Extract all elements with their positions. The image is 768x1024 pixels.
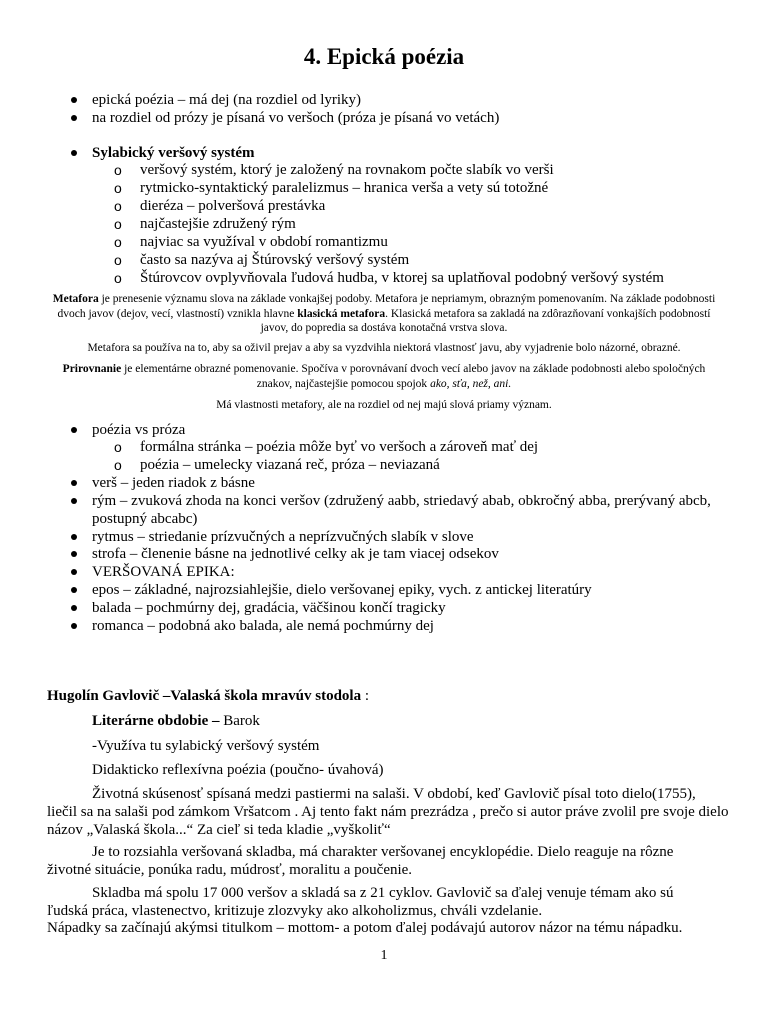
list-item: o najviac sa využíval v období romantizmu	[140, 233, 740, 251]
list-item: verš – jeden riadok z básne	[92, 474, 732, 492]
list-item: o formálna stránka – poézia môže byť vo veršoch a zároveň mať dej	[140, 438, 740, 456]
list-item: o rytmicko-syntaktický paralelizmus – hranica verša a vety sú totožné	[140, 179, 740, 197]
sylabic-heading: Sylabický veršový systém	[92, 144, 732, 162]
list-item: poézia vs próza	[92, 421, 732, 439]
verse-system-line: -Využíva tu sylabický veršový systém	[92, 738, 320, 754]
list-item: o veršový systém, ktorý je založený na rovnakom počte slabík vo verši	[140, 161, 740, 179]
literary-period: Literárne obdobie – Barok	[92, 713, 260, 729]
list-item: o Štúrovcov ovplyvňovala ľudová hudba, v ktorej sa uplatňoval podobný veršový systém	[140, 269, 740, 287]
page-title: 4. Epická poézia	[303, 44, 465, 69]
prirovnanie-paragraph: Prirovnanie je elementárne obrazné pomenovanie. Spočíva v porovnávaní dvoch vecí alebo javov na základe podobnosti alebo spoločných znakov, najčastejšie pomocou spojok ako, sťa, než, ani.	[62, 363, 706, 390]
list-item: epos – základné, najrozsiahlejšie, dielo veršovanej epiky, vych. z antickej literatúry	[92, 581, 732, 599]
list-item: balada – pochmúrny dej, gradácia, väčšinou končí tragicky	[92, 599, 732, 617]
list-item: o poézia – umelecky viazaná reč, próza – neviazaná	[140, 456, 740, 474]
prirovnanie-term: Prirovnanie	[62, 363, 122, 375]
list-item: o najčastejšie združený rým	[140, 215, 740, 233]
list-item: rytmus – striedanie prízvučných a neprízvučných slabík v slove	[92, 528, 732, 546]
metafora-paragraph: Metafora je prenesenie významu slova na základe vonkajšej podoby. Metafora je nepriamym, obrazným pomenovaním. Na základe podobnosti dvoch javov (dejov, vecí, vlastností) vznikla hlavne klasická metafora. Klasická metafora sa zakladá na zdôrazňovaní vonkajších podobností javov, do popredia sa dostáva konotačná vrstva slova.	[52, 293, 716, 334]
metafora-usage: Metafora sa používa na to, aby sa oživil prejav a aby sa vyzdvihla niektorá vlastnosť javu, aby vyjadrenie bolo názorné, obrazné.	[87, 342, 681, 354]
list-item: strofa – členenie básne na jednotlivé celky ak je tam viacej odsekov	[92, 545, 732, 563]
list-item: VERŠOVANÁ EPIKA:	[92, 563, 732, 581]
list-item: rým – zvuková zhoda na konci veršov (združený aabb, striedavý abab, obkročný abba, prerývaný abcb, postupný abcabc)	[92, 492, 732, 528]
list-item: epická poézia – má dej (na rozdiel od lyriky)	[92, 91, 732, 109]
list-item: na rozdiel od prózy je písaná vo veršoch (próza je písaná vo vetách)	[92, 109, 732, 127]
document-page: 4. Epická poézia epická poézia – má dej (na rozdiel od lyriky) na rozdiel od prózy je písaná vo veršoch (próza je písaná vo vetách) Sylabický veršový systém o veršový systém, ktorý je založený na rovnakom počte slabík vo verši o rytmicko-syntaktický paralelizmus – hranica verša a vety sú totožné o dieréza – polveršová prestávka o najčastejšie združený rým o najviac sa využíval v období romantizmu o často sa nazýva aj Štúrovský veršový systém o Štúrovcov ovplyvňovala ľudová hudba, v ktorej sa uplatňoval podobný veršový systém Metafora je prenesenie významu slova na základe vonkajšej podoby. Metafora je nepriamym, obrazným pomenovaním. Na základe podobnosti dvoch javov (dejov, vecí, vlastností) vznikla hlavne klasická metafora. Klasická metafora sa zakladá na zdôrazňovaní vonkajších podobností javov, do popredia sa dostáva konotačná vrstva slova. Metafora sa používa na to, aby sa oživil prejav a aby sa vyzdvihla niektorá vlastnosť javu, aby vyjadrenie bolo názorné, obrazné. Prirovnanie je elementárne obrazné pomenovanie. Spočíva v porovnávaní dvoch vecí alebo javov na základe podobnosti alebo spoločných znakov, najčastejšie pomocou spojok ako, sťa, než, ani. Má vlastnosti metafory, ale na rozdiel od nej majú slová priamy význam. poézia vs próza o formálna stránka – poézia môže byť vo veršoch a zároveň mať dej o poézia – umelecky viazaná reč, próza – neviazaná verš – jeden riadok z básne rým – zvuková zhoda na konci veršov (združený aabb, striedavý abab, obkročný abba, prerývaný abcb, postupný abcabc) rytmus – striedanie prízvučných a neprízvučných slabík v slove strofa – členenie básne na jednotlivé celky ak je tam viacej odsekov VERŠOVANÁ EPIKA: epos – základné, najrozsiahlejšie, dielo veršovanej epiky, vych. z antickej literatúry balada – pochmúrny dej, gradácia, väčšinou končí tragicky romanca – podobná ako balada, ale nemá pochmúrny dej Hugolín Gavlovič –Valaská škola mravúv stodola : Literárne obdobie – Barok -Využíva tu sylabický veršový systém Didakticko reflexívna poézia (poučno- úvahová) Životná skúsenosť spísaná medzi pastiermi na salaši. V období, keď Gavlovič písal toto dielo(1755), liečil sa na salaši pod zámkom Vršatcom . Aj tento fakt nám prezrádza , prečo si autor práve zvolil pre svoje dielo názov „Valaská škola...“ Za cieľ si teda kladie „vyškoliť“ Je to rozsiahla veršovaná skladba, má charakter veršovanej encyklopédie. Dielo reaguje na rôzne životné situácie, ponúka radu, múdrosť, moralitu a poučenie. Skladba má spolu 17 000 veršov a skladá sa z 21 cyklov. Gavlovič sa ďalej venuje témam ako sú ľudská práca, vlastenectvo, kritizuje zlozvyky ako alkoholizmus, chváli vzdelanie. Nápadky sa začínajú akýmsi titulkom – mottom- a potom ďalej podávajú autorov názor na tému nápadku. 1	[0, 0, 768, 1024]
list-item: o často sa nazýva aj Štúrovský veršový systém	[140, 251, 740, 269]
list-item: romanca – podobná ako balada, ale nemá pochmúrny dej	[92, 617, 732, 635]
list-item: o dieréza – polveršová prestávka	[140, 197, 740, 215]
hugolin-heading: Hugolín Gavlovič –Valaská škola mravúv stodola :	[47, 688, 370, 704]
genre-line: Didakticko reflexívna poézia (poučno- úvahová)	[92, 762, 384, 778]
prirovnanie-note: Má vlastnosti metafory, ale na rozdiel od nej majú slová priamy význam.	[216, 399, 552, 411]
page-number: 1	[380, 948, 388, 963]
metafora-term: Metafora	[52, 293, 99, 305]
